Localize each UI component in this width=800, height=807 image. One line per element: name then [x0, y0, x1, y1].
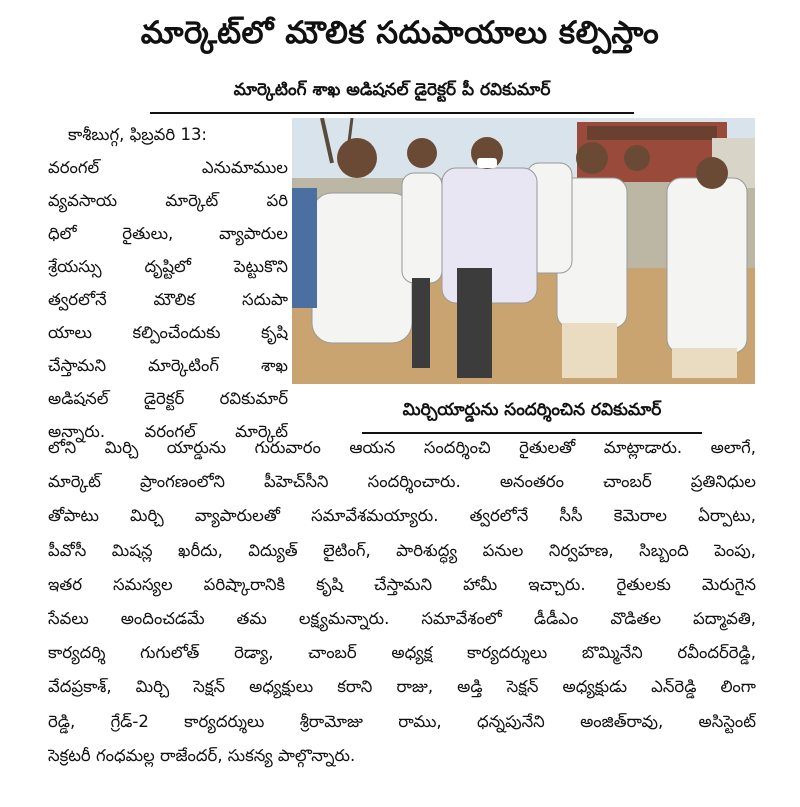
body-line: ఇతర సమస్యల పరిష్కారానికి కృషి చేస్తామని హామీ ఇచ్చారు. రైతులకు మెరుగైన	[48, 574, 756, 594]
body-line: పీవోసీ మిషన్ల ఖరీదు, విద్యుత్ లైటింగ్, పారిశుద్ధ్య పనుల నిర్వహణ, సిబ్బంది పెంపు,	[48, 540, 756, 560]
photo-caption: మిర్చియార్డును సందర్శించిన రవికుమార్	[362, 392, 702, 434]
body-line: రెడ్డి, గ్రేడ్-2 కార్యదర్శులు శ్రీరామోజు రాము, ధన్నపునేని అంజిత్‌రావు, అసిస్టెంట్	[48, 711, 756, 731]
narrow-line-dateline: కాశీబుగ్గ, ఫిబ్రవరి 13:	[68, 125, 207, 144]
full-width-column	[48, 431, 756, 773]
news-photo	[292, 118, 755, 384]
narrow-line: ధిలో రైతులు, వ్యాపారుల	[48, 224, 288, 243]
narrow-line: చేస్తామని మార్కెటింగ్ శాఖ	[48, 356, 288, 375]
body-line: తోపాటు మిర్చి వ్యాపారులతో సమావేశమయ్యారు. త్వరలోనే సీసీ కెమెరాల ఏర్పాటు,	[48, 506, 756, 526]
narrow-line: అన్నారు. వరంగల్ మార్కెట్	[48, 422, 288, 441]
subheadline: మార్కెటింగ్ శాఖ అడిషనల్ డైరెక్టర్ పీ రవికుమార్	[150, 72, 634, 114]
body-line: మార్కెట్ ప్రాంగణంలోని పీహెచ్‌సీని సందర్శించారు. అనంతరం చాంబర్ ప్రతినిధుల	[48, 472, 756, 492]
narrow-line: త్వరలోనే మౌలిక సదుపా	[48, 290, 288, 309]
body-line: సేవలు అందించడమే తమ లక్ష్యమన్నారు. సమావేశంలో డీడీఎం వొడితల పద్మావతి,	[48, 608, 756, 628]
narrow-line: వ్యవసాయ మార్కెట్ పరి	[48, 191, 288, 210]
narrow-line: వరంగల్ ఎనుమాముల	[48, 158, 288, 177]
headline: మార్కెట్‌లో మౌలిక సదుపాయాలు కల్పిస్తాం	[140, 15, 660, 51]
body-line: సెక్రటరీ గంధమల్ల రాజేందర్, సుకన్య పాల్గొన్నారు.	[48, 745, 356, 765]
body-line: వేదప్రకాశ్, మిర్చి సెక్షన్ అధ్యక్షులు కరాని రాజు, అడ్తి సెక్షన్ అధ్యక్షుడు ఎన్‌రెడ్డి లింగా	[48, 677, 756, 697]
narrow-line: యాలు కల్పించేందుకు కృషి	[48, 323, 288, 342]
narrow-line: అడిషనల్ డైరెక్టర్ రవికుమార్	[48, 389, 288, 408]
narrow-column	[48, 118, 288, 448]
photo-illustration	[292, 118, 755, 384]
narrow-line: శ్రేయస్సు దృష్టిలో పెట్టుకొని	[48, 257, 288, 276]
body-line: లోని మిర్చి యార్డును గురువారం ఆయన సందర్శించి రైతులతో మాట్లాడారు. అలాగే,	[48, 438, 756, 457]
body-line: కార్యదర్శి గుగులోత్ రెడ్యా, చాంబర్ అధ్యక్ష కార్యదర్శులు బొమ్మినేని రవీందర్‌రెడ్డి,	[48, 643, 756, 663]
